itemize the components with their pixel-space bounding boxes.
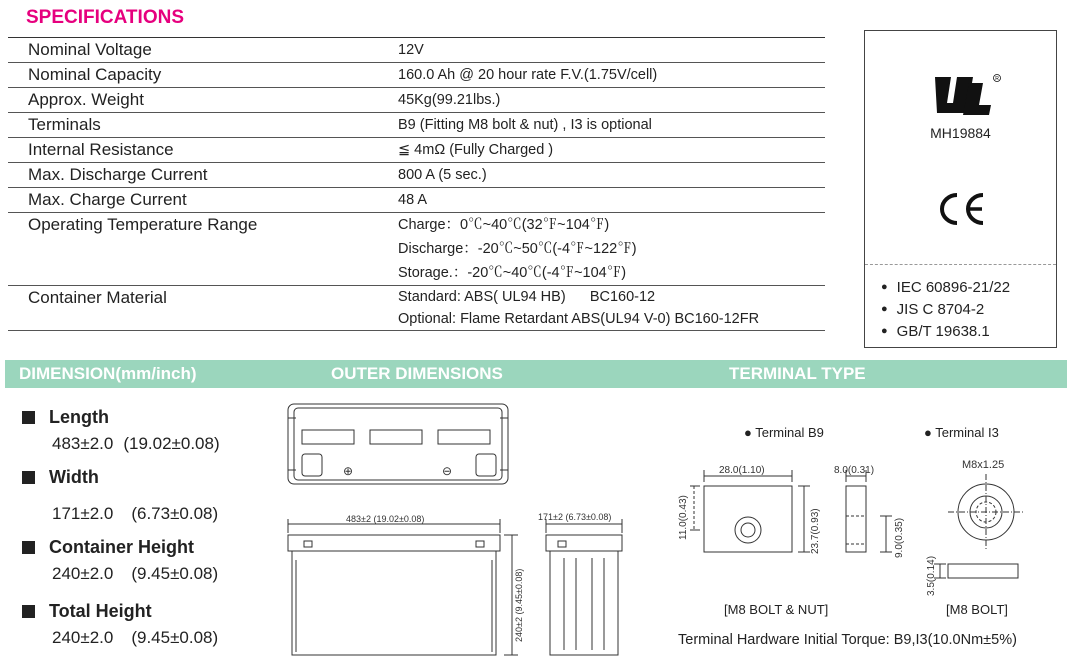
spec-row-container-material	[8, 286, 825, 331]
standard-item: ● GB/T 19638.1	[881, 321, 1010, 343]
spec-row-terminals	[8, 113, 825, 138]
bullet-square-icon	[22, 411, 35, 424]
spec-value-line: Optional: Flame Retardant ABS(UL94 V-0) BC160-12FR	[398, 311, 760, 327]
spec-value	[398, 138, 825, 162]
banner-terminal-type: TERMINAL TYPE	[729, 364, 866, 383]
bullet-square-icon	[22, 471, 35, 484]
spec-label: Internal Resistance	[28, 140, 174, 159]
spec-label: Operating Temperature Range	[28, 215, 258, 234]
b9-height-label: 23.7(0.93)	[810, 508, 821, 554]
spec-label: Approx. Weight	[28, 90, 144, 109]
dimension-container-height	[22, 534, 262, 588]
svg-text:R: R	[995, 76, 999, 82]
spec-label: Nominal Voltage	[28, 40, 152, 59]
torque-note: Terminal Hardware Initial Torque: B9,I3(10.0Nm±5%)	[678, 632, 1017, 648]
spec-value-line: B9 (Fitting M8 bolt & nut) , I3 is optional	[398, 117, 652, 133]
dimension-label: Width	[49, 467, 99, 487]
dimension-label: Container Height	[49, 537, 195, 557]
spec-value	[398, 113, 825, 137]
terminal-b9-title-text: Terminal B9	[755, 425, 824, 440]
spec-value-line: Storage.：-20℃~40℃(-4℉~104℉)	[398, 265, 627, 281]
bullet-icon: ●	[924, 425, 936, 440]
banner-outer-dimensions: OUTER DIMENSIONS	[331, 364, 503, 383]
spec-value	[398, 286, 825, 330]
minus-icon: ⊖	[442, 464, 453, 478]
bullet-square-icon	[22, 605, 35, 618]
spec-value-line: Discharge：-20℃~50℃(-4℉~122℉)	[398, 241, 637, 257]
ce-mark-icon	[935, 189, 987, 234]
spec-row-nominal-voltage	[8, 38, 825, 63]
spec-value-line: 12V	[398, 42, 424, 58]
ul-file-number: MH19884	[930, 125, 991, 141]
spec-value	[398, 188, 825, 212]
spec-value	[398, 213, 825, 285]
b9-width-label: 28.0(1.10)	[719, 465, 765, 476]
spec-row-max-discharge	[8, 163, 825, 188]
spec-value	[398, 88, 825, 112]
specifications-title: SPECIFICATIONS	[26, 7, 184, 28]
dimension-banner	[5, 360, 1067, 388]
dimension-label: Total Height	[49, 601, 152, 621]
spec-row-operating-temperature	[8, 213, 825, 286]
i3-height-label: 3.5(0.14)	[926, 555, 937, 596]
outer-dimensions-drawing	[280, 398, 650, 660]
standard-item: ● IEC 60896-21/22	[881, 277, 1010, 299]
battery-front-lid	[288, 535, 500, 551]
b9-thickness-label: 8.0(0.31)	[834, 465, 875, 476]
spec-row-weight	[8, 88, 825, 113]
width-dimension-label: 171±2 (6.73±0.08)	[538, 512, 612, 522]
standards-list	[881, 277, 1010, 343]
spec-value-line: 160.0 Ah @ 20 hour rate F.V.(1.75V/cell)	[398, 67, 658, 83]
dimension-mm: 483±2.0	[52, 434, 114, 453]
bullet-icon: ●	[744, 425, 756, 440]
dimension-label: Length	[49, 407, 109, 427]
spec-label: Terminals	[28, 115, 101, 134]
ul-logo-icon	[933, 73, 1009, 124]
terminal-b9-side	[846, 486, 866, 552]
cert-divider	[865, 264, 1056, 265]
spec-value-line: Charge：0℃~40℃(32℉~104℉)	[398, 217, 610, 233]
terminal-i3-side	[948, 564, 1018, 578]
i3-thread-label: M8x1.25	[962, 459, 1005, 471]
terminal-i3-caption: [M8 BOLT]	[946, 602, 1008, 617]
plus-icon: ⊕	[343, 464, 354, 478]
spec-value-line: ≦ 4mΩ (Fully Charged )	[398, 142, 554, 158]
spec-value	[398, 63, 825, 87]
dimension-inch: (19.02±0.08)	[123, 434, 220, 453]
terminal-i3-title-text: Terminal I3	[935, 425, 999, 440]
spec-label: Max. Discharge Current	[28, 165, 208, 184]
dimension-inch: (9.45±0.08)	[131, 628, 219, 647]
terminal-type-drawing	[664, 420, 1064, 600]
spec-row-internal-resistance	[8, 138, 825, 163]
dimension-mm: 240±2.0	[52, 564, 114, 583]
dimension-inch: (9.45±0.08)	[131, 564, 219, 583]
spec-value-line: 48 A	[398, 192, 428, 208]
spec-value-line: 800 A (5 sec.)	[398, 167, 487, 183]
spec-value-line: 45Kg(99.21lbs.)	[398, 92, 501, 108]
dimension-mm: 171±2.0	[52, 504, 114, 523]
dimension-mm: 240±2.0	[52, 628, 114, 647]
spec-row-max-charge	[8, 188, 825, 213]
height-dimension-label: 240±2 (9.45±0.08)	[514, 568, 524, 642]
spec-value-line: Standard: ABS( UL94 HB) BC160-12	[398, 289, 656, 305]
standard-item: ● JIS C 8704-2	[881, 299, 1010, 321]
b9-side-label: 9.0(0.35)	[894, 517, 905, 558]
spec-label: Container Material	[28, 288, 167, 307]
terminal-b9-front	[704, 486, 792, 552]
spec-label: Max. Charge Current	[28, 190, 187, 209]
spec-row-nominal-capacity	[8, 63, 825, 88]
terminal-b9-caption: [M8 BOLT & NUT]	[724, 602, 829, 617]
spec-value	[398, 38, 825, 62]
dimension-inch: (6.73±0.08)	[131, 504, 219, 523]
bullet-square-icon	[22, 541, 35, 554]
banner-dimension: DIMENSION(mm/inch)	[19, 364, 197, 383]
certification-box	[864, 30, 1057, 348]
spec-label: Nominal Capacity	[28, 65, 162, 84]
specifications-table	[8, 37, 825, 331]
dimension-total-height	[22, 598, 262, 652]
dimension-width	[22, 464, 262, 528]
spec-value	[398, 163, 825, 187]
dimension-length	[22, 404, 262, 458]
b9-hole-height-label: 11.0(0.43)	[678, 495, 689, 540]
length-dimension-label: 483±2 (19.02±0.08)	[346, 514, 425, 524]
